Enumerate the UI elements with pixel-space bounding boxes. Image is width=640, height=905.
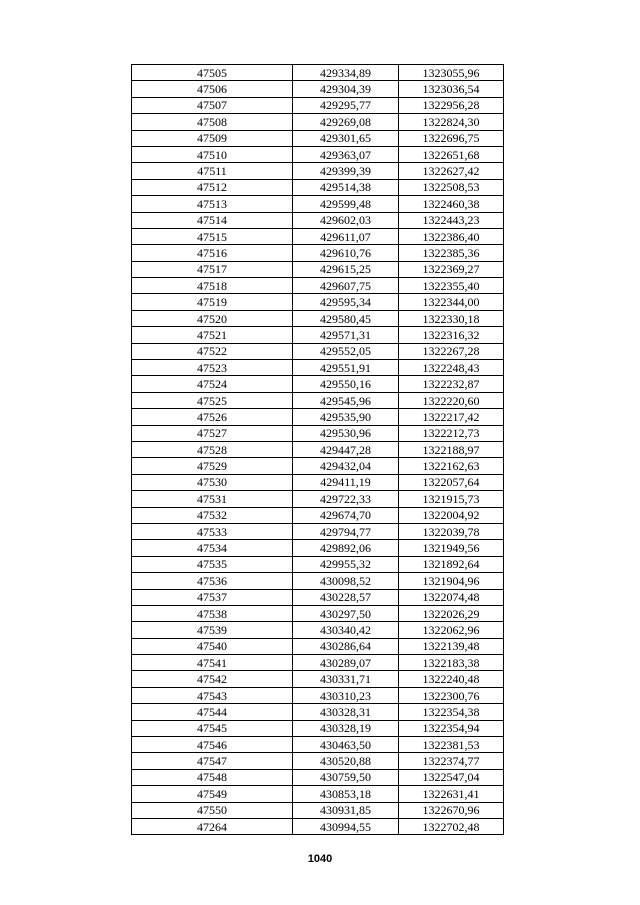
y-coordinate-cell: 1322344,00 xyxy=(399,294,504,310)
page-number: 1040 xyxy=(307,853,333,865)
x-coordinate-cell: 429722,33 xyxy=(293,491,399,507)
table-row xyxy=(132,802,504,818)
point-id-cell: 47534 xyxy=(132,540,293,556)
x-coordinate-cell: 429334,89 xyxy=(293,65,399,81)
coordinates-table-body xyxy=(132,65,504,835)
y-coordinate-cell: 1322004,92 xyxy=(399,507,504,523)
y-coordinate-cell: 1322248,43 xyxy=(399,360,504,376)
point-id-cell: 47519 xyxy=(132,294,293,310)
point-id-cell: 47550 xyxy=(132,802,293,818)
x-coordinate-cell: 429571,31 xyxy=(293,327,399,343)
point-id-cell: 47545 xyxy=(132,720,293,736)
y-coordinate-cell: 1322232,87 xyxy=(399,376,504,392)
point-id-cell: 47520 xyxy=(132,310,293,326)
y-coordinate-cell: 1322354,94 xyxy=(399,720,504,736)
table-row xyxy=(132,540,504,556)
table-row xyxy=(132,81,504,97)
x-coordinate-cell: 430289,07 xyxy=(293,655,399,671)
x-coordinate-cell: 429599,48 xyxy=(293,196,399,212)
table-row xyxy=(132,605,504,621)
table-row xyxy=(132,294,504,310)
point-id-cell: 47530 xyxy=(132,474,293,490)
table-row xyxy=(132,786,504,802)
y-coordinate-cell: 1322369,27 xyxy=(399,261,504,277)
point-id-cell: 47512 xyxy=(132,179,293,195)
y-coordinate-cell: 1321904,96 xyxy=(399,573,504,589)
x-coordinate-cell: 429514,38 xyxy=(293,179,399,195)
table-row xyxy=(132,687,504,703)
y-coordinate-cell: 1322217,42 xyxy=(399,409,504,425)
table-row xyxy=(132,671,504,687)
x-coordinate-cell: 430331,71 xyxy=(293,671,399,687)
x-coordinate-cell: 430328,31 xyxy=(293,704,399,720)
x-coordinate-cell: 429611,07 xyxy=(293,228,399,244)
point-id-cell: 47523 xyxy=(132,360,293,376)
point-id-cell: 47509 xyxy=(132,130,293,146)
y-coordinate-cell: 1321892,64 xyxy=(399,556,504,572)
point-id-cell: 47527 xyxy=(132,425,293,441)
y-coordinate-cell: 1322057,64 xyxy=(399,474,504,490)
table-row xyxy=(132,474,504,490)
point-id-cell: 47533 xyxy=(132,523,293,539)
x-coordinate-cell: 429432,04 xyxy=(293,458,399,474)
table-row xyxy=(132,425,504,441)
x-coordinate-cell: 430286,64 xyxy=(293,638,399,654)
table-row xyxy=(132,737,504,753)
point-id-cell: 47528 xyxy=(132,441,293,457)
x-coordinate-cell: 429550,16 xyxy=(293,376,399,392)
table-row xyxy=(132,704,504,720)
point-id-cell: 47513 xyxy=(132,196,293,212)
y-coordinate-cell: 1322385,36 xyxy=(399,245,504,261)
table-row xyxy=(132,114,504,130)
table-row xyxy=(132,655,504,671)
y-coordinate-cell: 1322300,76 xyxy=(399,687,504,703)
table-row xyxy=(132,130,504,146)
x-coordinate-cell: 429892,06 xyxy=(293,540,399,556)
point-id-cell: 47535 xyxy=(132,556,293,572)
point-id-cell: 47511 xyxy=(132,163,293,179)
y-coordinate-cell: 1322374,77 xyxy=(399,753,504,769)
y-coordinate-cell: 1321949,56 xyxy=(399,540,504,556)
y-coordinate-cell: 1322039,78 xyxy=(399,523,504,539)
x-coordinate-cell: 430463,50 xyxy=(293,737,399,753)
table-row xyxy=(132,310,504,326)
y-coordinate-cell: 1322240,48 xyxy=(399,671,504,687)
table-row xyxy=(132,179,504,195)
x-coordinate-cell: 429610,76 xyxy=(293,245,399,261)
y-coordinate-cell: 1322460,38 xyxy=(399,196,504,212)
point-id-cell: 47538 xyxy=(132,605,293,621)
y-coordinate-cell: 1322267,28 xyxy=(399,343,504,359)
x-coordinate-cell: 429580,45 xyxy=(293,310,399,326)
table-row xyxy=(132,245,504,261)
x-coordinate-cell: 429535,90 xyxy=(293,409,399,425)
y-coordinate-cell: 1321915,73 xyxy=(399,491,504,507)
table-row xyxy=(132,376,504,392)
y-coordinate-cell: 1322508,53 xyxy=(399,179,504,195)
y-coordinate-cell: 1322188,97 xyxy=(399,441,504,457)
x-coordinate-cell: 429552,05 xyxy=(293,343,399,359)
x-coordinate-cell: 429304,39 xyxy=(293,81,399,97)
point-id-cell: 47546 xyxy=(132,737,293,753)
table-row xyxy=(132,769,504,785)
y-coordinate-cell: 1322670,96 xyxy=(399,802,504,818)
point-id-cell: 47525 xyxy=(132,392,293,408)
table-row xyxy=(132,818,504,834)
point-id-cell: 47264 xyxy=(132,818,293,834)
x-coordinate-cell: 429602,03 xyxy=(293,212,399,228)
table-row xyxy=(132,573,504,589)
table-row xyxy=(132,589,504,605)
point-id-cell: 47517 xyxy=(132,261,293,277)
y-coordinate-cell: 1322212,73 xyxy=(399,425,504,441)
point-id-cell: 47516 xyxy=(132,245,293,261)
y-coordinate-cell: 1322062,96 xyxy=(399,622,504,638)
point-id-cell: 47507 xyxy=(132,97,293,113)
x-coordinate-cell: 430340,42 xyxy=(293,622,399,638)
x-coordinate-cell: 429301,65 xyxy=(293,130,399,146)
table-row xyxy=(132,753,504,769)
y-coordinate-cell: 1322651,68 xyxy=(399,146,504,162)
table-row xyxy=(132,638,504,654)
y-coordinate-cell: 1322316,32 xyxy=(399,327,504,343)
table-row xyxy=(132,523,504,539)
x-coordinate-cell: 429615,25 xyxy=(293,261,399,277)
y-coordinate-cell: 1322386,40 xyxy=(399,228,504,244)
point-id-cell: 47548 xyxy=(132,769,293,785)
table-row xyxy=(132,278,504,294)
point-id-cell: 47547 xyxy=(132,753,293,769)
table-row xyxy=(132,441,504,457)
x-coordinate-cell: 430297,50 xyxy=(293,605,399,621)
point-id-cell: 47531 xyxy=(132,491,293,507)
point-id-cell: 47540 xyxy=(132,638,293,654)
x-coordinate-cell: 429363,07 xyxy=(293,146,399,162)
x-coordinate-cell: 430328,19 xyxy=(293,720,399,736)
x-coordinate-cell: 430931,85 xyxy=(293,802,399,818)
point-id-cell: 47521 xyxy=(132,327,293,343)
x-coordinate-cell: 429794,77 xyxy=(293,523,399,539)
table-row xyxy=(132,65,504,81)
y-coordinate-cell: 1322443,23 xyxy=(399,212,504,228)
y-coordinate-cell: 1322631,41 xyxy=(399,786,504,802)
y-coordinate-cell: 1322354,38 xyxy=(399,704,504,720)
x-coordinate-cell: 429447,28 xyxy=(293,441,399,457)
table-row xyxy=(132,327,504,343)
y-coordinate-cell: 1322026,29 xyxy=(399,605,504,621)
table-row xyxy=(132,622,504,638)
x-coordinate-cell: 429551,91 xyxy=(293,360,399,376)
x-coordinate-cell: 429595,34 xyxy=(293,294,399,310)
x-coordinate-cell: 429530,96 xyxy=(293,425,399,441)
point-id-cell: 47537 xyxy=(132,589,293,605)
x-coordinate-cell: 429269,08 xyxy=(293,114,399,130)
y-coordinate-cell: 1323036,54 xyxy=(399,81,504,97)
point-id-cell: 47543 xyxy=(132,687,293,703)
y-coordinate-cell: 1322183,38 xyxy=(399,655,504,671)
y-coordinate-cell: 1322702,48 xyxy=(399,818,504,834)
point-id-cell: 47522 xyxy=(132,343,293,359)
x-coordinate-cell: 430310,23 xyxy=(293,687,399,703)
point-id-cell: 47526 xyxy=(132,409,293,425)
x-coordinate-cell: 430228,57 xyxy=(293,589,399,605)
point-id-cell: 47539 xyxy=(132,622,293,638)
x-coordinate-cell: 429607,75 xyxy=(293,278,399,294)
y-coordinate-cell: 1323055,96 xyxy=(399,65,504,81)
point-id-cell: 47536 xyxy=(132,573,293,589)
x-coordinate-cell: 429399,39 xyxy=(293,163,399,179)
table-row xyxy=(132,146,504,162)
point-id-cell: 47549 xyxy=(132,786,293,802)
x-coordinate-cell: 430994,55 xyxy=(293,818,399,834)
table-row xyxy=(132,228,504,244)
table-row xyxy=(132,507,504,523)
point-id-cell: 47510 xyxy=(132,146,293,162)
x-coordinate-cell: 429295,77 xyxy=(293,97,399,113)
x-coordinate-cell: 429545,96 xyxy=(293,392,399,408)
point-id-cell: 47515 xyxy=(132,228,293,244)
y-coordinate-cell: 1322956,28 xyxy=(399,97,504,113)
point-id-cell: 47541 xyxy=(132,655,293,671)
table-row xyxy=(132,196,504,212)
point-id-cell: 47544 xyxy=(132,704,293,720)
table-row xyxy=(132,458,504,474)
y-coordinate-cell: 1322330,18 xyxy=(399,310,504,326)
point-id-cell: 47529 xyxy=(132,458,293,474)
y-coordinate-cell: 1322139,48 xyxy=(399,638,504,654)
y-coordinate-cell: 1322220,60 xyxy=(399,392,504,408)
y-coordinate-cell: 1322355,40 xyxy=(399,278,504,294)
y-coordinate-cell: 1322627,42 xyxy=(399,163,504,179)
point-id-cell: 47508 xyxy=(132,114,293,130)
y-coordinate-cell: 1322162,63 xyxy=(399,458,504,474)
table-row xyxy=(132,491,504,507)
coordinates-table xyxy=(131,64,504,835)
table-row xyxy=(132,556,504,572)
table-row xyxy=(132,97,504,113)
point-id-cell: 47532 xyxy=(132,507,293,523)
point-id-cell: 47514 xyxy=(132,212,293,228)
y-coordinate-cell: 1322381,53 xyxy=(399,737,504,753)
point-id-cell: 47518 xyxy=(132,278,293,294)
table-row xyxy=(132,261,504,277)
y-coordinate-cell: 1322547,04 xyxy=(399,769,504,785)
point-id-cell: 47505 xyxy=(132,65,293,81)
table-row xyxy=(132,720,504,736)
x-coordinate-cell: 429955,32 xyxy=(293,556,399,572)
table-row xyxy=(132,392,504,408)
x-coordinate-cell: 430098,52 xyxy=(293,573,399,589)
y-coordinate-cell: 1322824,30 xyxy=(399,114,504,130)
x-coordinate-cell: 430759,50 xyxy=(293,769,399,785)
x-coordinate-cell: 430853,18 xyxy=(293,786,399,802)
point-id-cell: 47542 xyxy=(132,671,293,687)
table-row xyxy=(132,409,504,425)
point-id-cell: 47506 xyxy=(132,81,293,97)
x-coordinate-cell: 429674,70 xyxy=(293,507,399,523)
table-row xyxy=(132,360,504,376)
point-id-cell: 47524 xyxy=(132,376,293,392)
table-row xyxy=(132,343,504,359)
x-coordinate-cell: 430520,88 xyxy=(293,753,399,769)
table-row xyxy=(132,163,504,179)
x-coordinate-cell: 429411,19 xyxy=(293,474,399,490)
y-coordinate-cell: 1322074,48 xyxy=(399,589,504,605)
y-coordinate-cell: 1322696,75 xyxy=(399,130,504,146)
table-row xyxy=(132,212,504,228)
